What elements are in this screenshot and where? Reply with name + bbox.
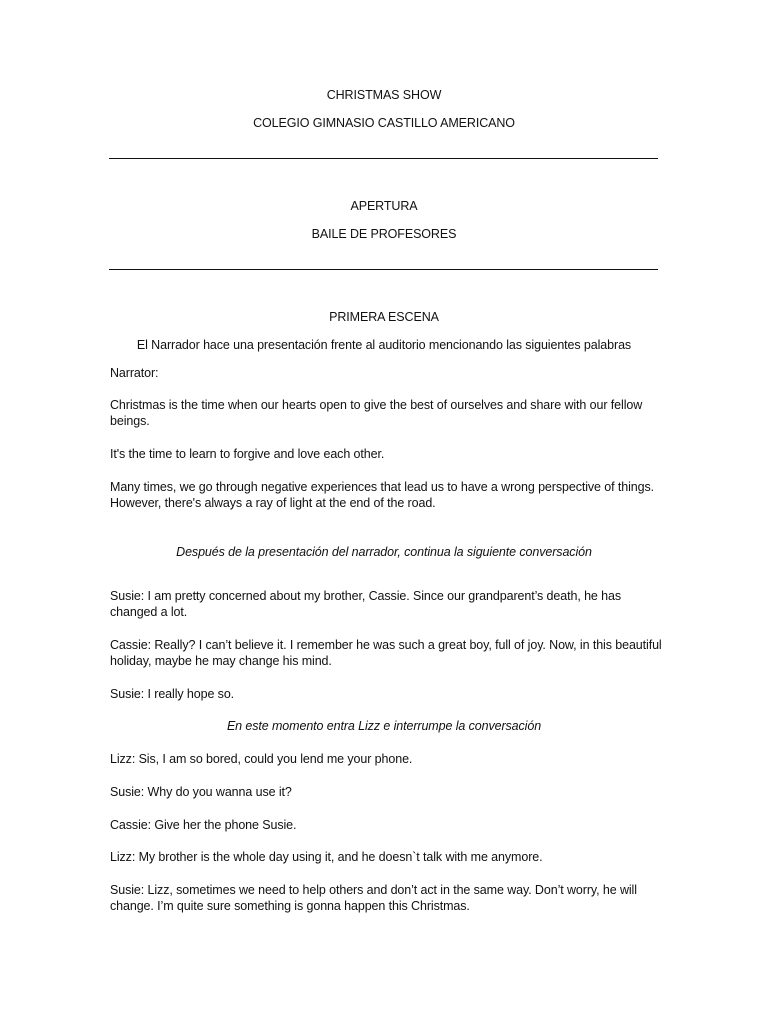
show-title: CHRISTMAS SHOW: [326, 88, 442, 102]
dialogue-line: Cassie: Really? I can’t believe it. I remember he was such a great boy, full of joy. Now, in this beautiful holiday, maybe he may change his mind.: [110, 638, 662, 668]
narrator-paragraph: Christmas is the time when our hearts open to give the best of ourselves and share with our fellow beings.: [110, 398, 643, 428]
dialogue-line: Susie: I really hope so.: [110, 687, 235, 701]
narrator-paragraph: Many times, we go through negative experiences that lead us to have a wrong perspective of things. However, there's always a ray of light at the end of the road.: [110, 480, 654, 510]
dialogue-line: Susie: Why do you wanna use it?: [110, 785, 292, 799]
stage-direction: Después de la presentación del narrador, continua la siguiente conversación: [176, 545, 592, 559]
dialogue-line: Susie: Lizz, sometimes we need to help others and don’t act in the same way. Don’t worry, he will change. I’m quite sure something is gonna happen this Christmas.: [110, 883, 637, 913]
scene-intro: El Narrador hace una presentación frente al auditorio mencionando las siguientes palabras: [136, 338, 632, 352]
divider-1: [109, 158, 658, 159]
narrator-label: Narrator:: [110, 366, 159, 380]
dialogue-line: Lizz: My brother is the whole day using it, and he doesn`t talk with me anymore.: [110, 850, 543, 864]
opening-subheading: BAILE DE PROFESORES: [311, 227, 457, 241]
school-name: COLEGIO GIMNASIO CASTILLO AMERICANO: [253, 116, 515, 130]
stage-direction: En este momento entra Lizz e interrumpe la conversación: [226, 719, 542, 733]
scene-heading: PRIMERA ESCENA: [329, 310, 439, 324]
divider-2: [109, 269, 658, 270]
opening-heading: APERTURA: [350, 199, 418, 213]
narrator-paragraph: It's the time to learn to forgive and love each other.: [110, 447, 385, 461]
dialogue-line: Susie: I am pretty concerned about my brother, Cassie. Since our grandparent’s death, he has changed a lot.: [110, 589, 622, 619]
dialogue-line: Cassie: Give her the phone Susie.: [110, 818, 297, 832]
dialogue-line: Lizz: Sis, I am so bored, could you lend me your phone.: [110, 752, 413, 766]
